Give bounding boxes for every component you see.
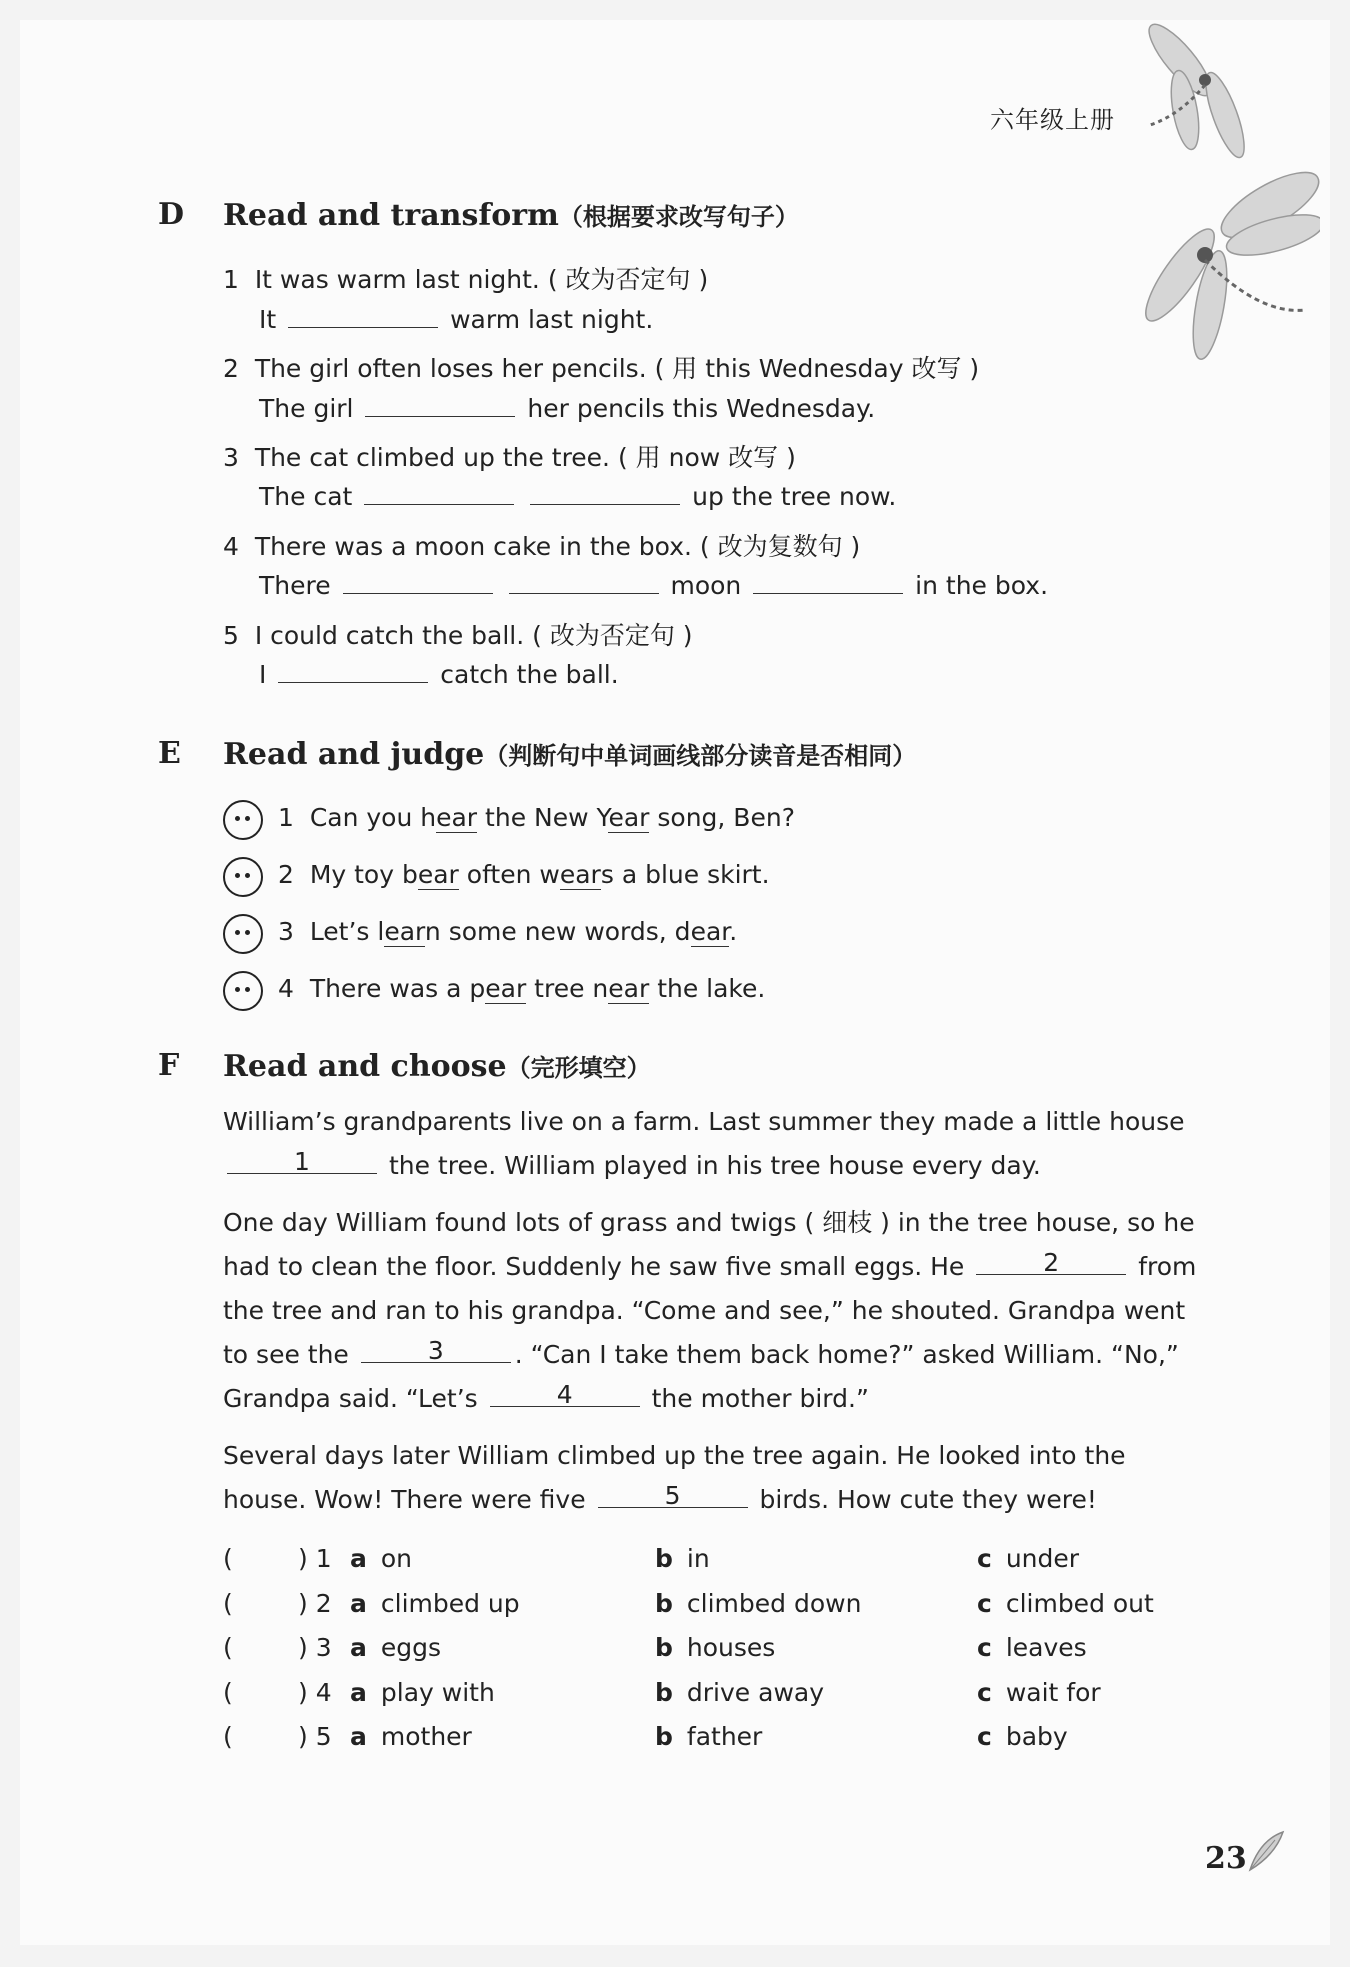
leaf-icon	[1245, 1830, 1285, 1875]
grade-label: 六年级上册	[990, 106, 1115, 134]
option-b[interactable]: b houses	[655, 1633, 776, 1662]
answer-blank[interactable]	[343, 573, 493, 594]
e-q2: 2 My toy bear often wears a blue skirt.	[278, 860, 770, 889]
section-d-title: Read and transform（根据要求改写句子）	[223, 198, 799, 233]
section-f-letter: F	[158, 1048, 180, 1083]
cloze-blank[interactable]: 1	[227, 1153, 377, 1174]
option-number: ) 1	[298, 1544, 332, 1573]
cloze-passage	[223, 1100, 1213, 1535]
answer-blank[interactable]	[753, 573, 903, 594]
option-number: ) 2	[298, 1588, 332, 1618]
cloze-blank[interactable]: 2	[976, 1254, 1126, 1275]
cloze-paragraph: William’s grandparents live on a farm. Last summer they made a little house 1 the tree. William played in his tree house every day.	[223, 1107, 1185, 1180]
face-icon[interactable]	[223, 857, 263, 897]
answer-paren[interactable]: (	[223, 1588, 233, 1618]
e-q4: 4 There was a pear tree near the lake.	[278, 974, 766, 1003]
section-d-letter: D	[158, 197, 185, 232]
option-c[interactable]: c wait for	[977, 1677, 1101, 1707]
cloze-paragraph: One day William found lots of grass and twigs ( 细枝 ) in the tree house, so he had to clean the floor. Suddenly he saw five small eggs. He 2 from the tree and ran to his grandpa. “Come and see,” he shouted. Grandpa went to see the 3 . “Can I take them back home?” asked William. “No,” Grandpa said. “Let’s 4 the mother bird.”	[223, 1208, 1197, 1413]
e-q1: 1 Can you hear the New Year song, Ben?	[278, 803, 795, 832]
d-q1: 1 It was warm last night. ( 改为否定句 )	[223, 265, 709, 294]
answer-paren[interactable]: (	[223, 1677, 233, 1707]
option-a[interactable]: a eggs	[350, 1633, 442, 1662]
option-c[interactable]: c baby	[977, 1722, 1068, 1751]
option-number: ) 3	[298, 1633, 332, 1662]
answer-paren[interactable]: (	[223, 1722, 233, 1751]
face-icon[interactable]	[223, 800, 263, 840]
cloze-paragraph: Several days later William climbed up the tree again. He looked into the house. Wow! There were five 5 birds. How cute they were!	[223, 1441, 1126, 1514]
answer-blank[interactable]	[530, 484, 680, 505]
d-a4: There moon in the box.	[259, 571, 1049, 600]
option-number: ) 4	[298, 1677, 332, 1707]
option-number: ) 5	[298, 1722, 332, 1751]
page-number: 23	[1205, 1841, 1247, 1876]
answer-paren[interactable]: (	[223, 1544, 233, 1573]
section-e-title: Read and judge（判断句中单词画线部分读音是否相同）	[223, 737, 917, 772]
option-b[interactable]: b climbed down	[655, 1588, 862, 1618]
option-c[interactable]: c climbed out	[977, 1588, 1154, 1618]
d-a5: I catch the ball.	[259, 660, 619, 689]
option-a[interactable]: a play with	[350, 1677, 495, 1707]
d-a1: It warm last night.	[259, 305, 654, 334]
d-q3: 3 The cat climbed up the tree. ( 用 now 改写 )	[223, 443, 796, 472]
d-q4: 4 There was a moon cake in the box. ( 改为复数句 )	[223, 532, 861, 561]
answer-blank[interactable]	[364, 484, 514, 505]
answer-paren[interactable]: (	[223, 1633, 233, 1662]
option-b[interactable]: b drive away	[655, 1677, 825, 1707]
dragonfly-illustration	[1120, 15, 1320, 365]
answer-blank[interactable]	[288, 307, 438, 328]
d-a2: The girl her pencils this Wednesday.	[259, 394, 876, 423]
cloze-blank[interactable]: 5	[598, 1487, 748, 1508]
section-e-letter: E	[158, 736, 181, 771]
cloze-blank[interactable]: 3	[361, 1342, 511, 1363]
d-q2: 2 The girl often loses her pencils. ( 用 this Wednesday 改写 )	[223, 354, 980, 383]
face-icon[interactable]	[223, 971, 263, 1011]
answer-blank[interactable]	[509, 573, 659, 594]
option-a[interactable]: a climbed up	[350, 1588, 520, 1618]
cloze-blank[interactable]: 4	[490, 1386, 640, 1407]
d-q5: 5 I could catch the ball. ( 改为否定句 )	[223, 621, 693, 650]
section-f-title: Read and choose（完形填空）	[223, 1049, 651, 1084]
option-c[interactable]: c leaves	[977, 1633, 1087, 1662]
face-icon[interactable]	[223, 914, 263, 954]
option-b[interactable]: b father	[655, 1722, 763, 1751]
option-a[interactable]: a on	[350, 1544, 413, 1573]
option-c[interactable]: c under	[977, 1544, 1080, 1573]
d-a3: The cat up the tree now.	[259, 482, 897, 511]
option-a[interactable]: a mother	[350, 1722, 472, 1751]
answer-blank[interactable]	[278, 662, 428, 683]
answer-blank[interactable]	[365, 396, 515, 417]
e-q3: 3 Let’s learn some new words, dear.	[278, 917, 738, 946]
option-b[interactable]: b in	[655, 1544, 710, 1573]
